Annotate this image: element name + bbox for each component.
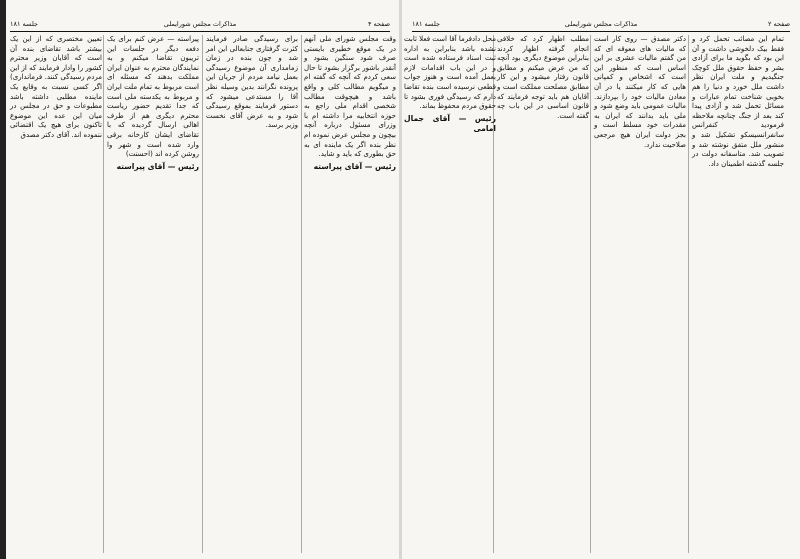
paragraph: مطلب اظهار کرد که خلافی انجام گرفته اظهار کردند بنابراین موضوع دیگری بود آنچه که من عرض میکنم و مطابق قانون رفتار میشود و این کار مطابق مصلحت مملکت است و آقایان هم باید توجه فرمایند که قانون اساسی در این باب چه گفته است.	[497, 35, 589, 120]
page-number: صفحه ۴	[367, 20, 390, 28]
column-divider	[301, 35, 302, 553]
text-column	[304, 35, 396, 174]
text-column	[497, 35, 589, 123]
speaker-name: رئیس — آقای پیراسته	[116, 161, 199, 171]
paragraph: تعیین مختصری که از این یک بیشتر باشد تقاضای بنده آن است که آقایان وزیر محترم کشور را وادار فرمایند که از این مردم رسیدگی کنند. فرمانداری) اگر کسی نسبت به وقایع یک ماینده مطلبی داشته باشد مطبوعات و حق در مجلس در میان این عده این موضوع تاکنون برای هیچ یک اقتضائی ننموده اند. آقای دکتر مصدق	[10, 35, 102, 139]
text-column	[107, 35, 199, 174]
paragraph: وقت مجلس شورای ملی آنهم در یک موقع خطیری بایستی صرف شود سنگین بشود و آنقدر باشور برگزار بشود تا حال سعی کردم که آنچه که گفته ام و میگویم مطالب کلی و واقع باشد و هیچوقت مطالب شخصی اقدام ملی راجع به حوزه انتخابیه مرا داشته ام با وزرای مسئول درباره آنچه بیچون و مجلس عرض نموده ام نظر بنده اگر یک ماینده ای به حق بطوری که باید و شاید.	[304, 35, 396, 159]
scan-edge	[0, 0, 6, 559]
column-divider	[688, 35, 689, 553]
speaker-line	[304, 162, 396, 173]
session-number: جلسه ۱۸۱	[412, 20, 441, 28]
running-title: مذاکرات مجلس شورایملی	[564, 20, 638, 28]
paragraph: پیراسته — عرض کنم برای یک دفعه دیگر در جلسات این تریبون تقاضا میکنم و به نمایندگان محترم به عنوان ایران مملکت بدهند که مسئله ای است مربوط به تمام ملت ایران و مربوط به یکدسته ملی است که جدا تقدیم حضور ریاست محترم دیگری هم از طرف اهالی ارسال گردیده که با تقاضای ایشان کارخانه برقی وارد شده است و شهر وا روشن کرده اند (احسنت)	[107, 35, 199, 159]
speaker-line	[107, 162, 199, 173]
paragraph: تمام این مصائب تحمل کرد و فقط بیک دلخوشی داشت و آن این بود که بگوید ما برای آزادی بشر و حفظ حقوق ملل کوچک جنگیدیم و ملت ایران نظر داشت ملل خورد و دنیا را هم بخوبی شناخت تمام عبارات و مسائل تحمل شد و آزادی پیدا کند بعد از جنگ چنانچه ملاحظه فرمودید کنفرانس سانفرانسیسکو تشکیل شد و منشور ملل متفق نوشته شد و تصویب شد. متاسفانه دولت در جلسه گذشته اطمینان داد.	[692, 35, 784, 168]
session-number: جلسه ۱۸۱	[10, 20, 39, 28]
paragraph: دکتر مصدق — روی کار است که مالیات های معوقه ای که من گفتم مالیات عشری بر این اساس است که منظور این است که اشخاص و کمپانی هایی که کار میکنند یا در آن معادن مالیات خود را بپردازند. مالیات عمومی باید وضع شود و ملی باید بدانند که ایران به مقدرات خود مسلط است و بجز دولت ایران هیچ مرجعی صلاحیت ندارد.	[594, 35, 686, 149]
text-column	[10, 35, 102, 143]
speaker-name: رئیس — آقای جمال امامی	[404, 113, 496, 134]
speaker-name: رئیس — آقای پیراسته	[313, 161, 396, 171]
column-divider	[590, 35, 591, 553]
page-header	[412, 20, 790, 30]
header-rule	[10, 31, 390, 32]
text-column	[206, 35, 298, 133]
text-column	[692, 35, 784, 171]
column-divider	[103, 35, 104, 553]
text-column	[594, 35, 686, 152]
right-page	[402, 0, 800, 559]
paragraph: برای رسیدگی صادر فرمایند کثرت گرفتاری جنابعالی این امر شد و چون بنده در زمان زمامداری آن موضوع رسیدگی بعمل نیامد مردم از جریان این پرونده نگرانند بدین وسیله نظر آقا را مستدعی میشود که دستور فرمایند بموقع رسیدگی شود و به عرض آقای نخست وزیر برسد.	[206, 35, 298, 130]
page-header	[10, 20, 390, 30]
paragraph: محل دادفرما آقا است فعلا ثابت نشده باشد بنابراین به اداره ثبت اسناد فرستاده شده است و در این باب اقدامات لازم بعمل آمده است و هنوز جواب قطعی نرسیده است بنده تقاضا دارم که رسیدگی فوری بشود تا حقوق مردم محفوظ بماند.	[404, 35, 496, 111]
text-column	[404, 35, 496, 137]
page-number: صفحه ۲	[767, 20, 790, 28]
header-rule	[412, 31, 790, 32]
speaker-line	[404, 114, 496, 135]
running-title: مذاکرات مجلس شورایملی	[163, 20, 237, 28]
column-divider	[202, 35, 203, 553]
